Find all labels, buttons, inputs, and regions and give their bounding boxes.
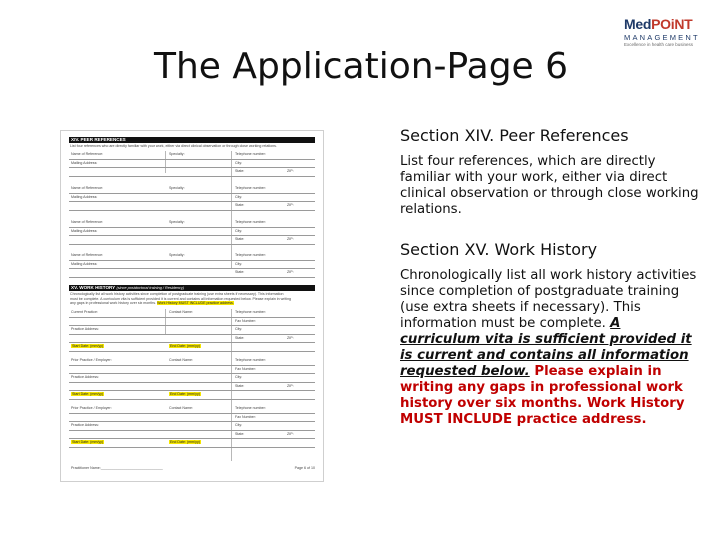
- work-city-label: City:: [235, 327, 243, 331]
- reference-specialty-label: Specialty:: [169, 220, 185, 224]
- fax-number-label: Fax Number:: [235, 414, 256, 419]
- reference-row: [69, 202, 315, 211]
- work-instructions-text: any gaps in professional work history over six months.: [70, 301, 157, 305]
- section-15-heading: Section XV. Work History: [400, 240, 598, 259]
- end-date-label: End Date: (mm/yy): [170, 440, 200, 444]
- work-instructions-line: must be complete. A curriculum vita is sufficient provided it is current and contains all information requested below. Please explain in writing: [70, 296, 292, 301]
- reference-row: [69, 185, 315, 194]
- reference-mailing-label: Mailing Address:: [71, 160, 98, 165]
- reference-row: [69, 269, 315, 278]
- work-dates-row: [69, 391, 315, 400]
- reference-mailing-label: Mailing Address:: [71, 228, 98, 233]
- work-zip-label: ZIP:: [287, 431, 294, 436]
- slide-title: The Application-Page 6: [154, 46, 569, 87]
- work-row: [69, 431, 315, 440]
- work-zip-label: ZIP:: [287, 383, 294, 388]
- reference-row: [69, 252, 315, 261]
- work-zip-label: ZIP:: [287, 335, 294, 340]
- contact-name-label: Contact Name:: [169, 358, 193, 362]
- contact-name-label: Contact Name:: [169, 310, 193, 314]
- work-phone-label: Telephone number:: [235, 358, 266, 362]
- peer-instructions: List four references who are directly familiar with your work, either via direct clinical observation or through close working relations.: [70, 144, 277, 148]
- work-history-header-title: XV. WORK HISTORY: [71, 285, 116, 290]
- practice-address-label: Practice Address:: [71, 327, 99, 331]
- logo-brand-part1: Med: [624, 16, 652, 32]
- work-row: [69, 366, 315, 375]
- reference-row: [69, 219, 315, 228]
- practice-address-label: Practice Address:: [71, 423, 99, 427]
- application-page-image: [60, 130, 324, 482]
- peer-references-header: XIV. PEER REFERENCES: [69, 137, 315, 143]
- reference-row: [69, 236, 315, 245]
- reference-row: [69, 168, 315, 177]
- current-practice-label: Current Practice:: [71, 310, 98, 314]
- work-row: [69, 422, 315, 431]
- end-date-label: End Date: (mm/yy): [170, 344, 200, 348]
- reference-city-label: City:: [235, 261, 243, 266]
- work-history-header-note: (since postdoctoral training / Residency): [116, 286, 184, 290]
- document-footer: [71, 466, 315, 470]
- work-row: [69, 414, 315, 423]
- work-dates-row: [69, 343, 315, 352]
- reference-zip-label: ZIP:: [287, 203, 294, 207]
- work-state-label: State:: [235, 335, 245, 340]
- section-15-body-underlined: A curriculum vita is sufficient provided it is current and contains all information requested below.: [400, 316, 692, 379]
- reference-state-label: State:: [235, 203, 245, 207]
- logo-subtitle: MANAGEMENT: [624, 33, 700, 42]
- end-date-label: End Date: (mm/yy): [170, 392, 200, 396]
- reference-mailing-label: Mailing Address:: [71, 194, 98, 199]
- work-row: [69, 374, 315, 383]
- reference-state-label: State:: [235, 237, 245, 241]
- work-city-label: City:: [235, 423, 243, 427]
- prior-practice-label: Prior Practice / Employer:: [71, 406, 112, 410]
- work-instructions-line: Chronologically list all work history activities since completion of postgraduate training (use extra sheets if necessary). This information: [70, 292, 284, 296]
- logo-tagline: Excellence in health care business: [624, 42, 694, 47]
- contact-name-label: Contact Name:: [169, 406, 193, 410]
- reference-row: [69, 160, 315, 169]
- work-dates-row: [69, 439, 315, 448]
- reference-city-label: City:: [235, 194, 243, 199]
- reference-name-label: Name of Reference:: [71, 220, 104, 224]
- reference-state-label: State:: [235, 169, 245, 173]
- reference-phone-label: Telephone number:: [235, 220, 266, 224]
- reference-zip-label: ZIP:: [287, 169, 294, 173]
- work-row: [69, 335, 315, 344]
- reference-zip-label: ZIP:: [287, 270, 294, 274]
- logo-brand: [624, 16, 714, 32]
- reference-name-label: Name of Reference:: [71, 186, 104, 190]
- reference-specialty-label: Specialty:: [169, 152, 185, 156]
- reference-specialty-label: Specialty:: [169, 253, 185, 257]
- work-history-header: [69, 285, 315, 291]
- work-state-label: State:: [235, 431, 245, 436]
- slide-body: [400, 126, 700, 428]
- work-city-label: City:: [235, 375, 243, 379]
- reference-zip-label: ZIP:: [287, 237, 294, 241]
- reference-row: [69, 151, 315, 160]
- fax-number-label: Fax Number:: [235, 366, 256, 371]
- work-row: [69, 318, 315, 327]
- work-instructions-highlight: Work History MUST INCLUDE practice address.: [157, 301, 234, 305]
- work-phone-label: Telephone number:: [235, 406, 266, 410]
- reference-phone-label: Telephone number:: [235, 253, 266, 257]
- reference-row: [69, 261, 315, 270]
- reference-phone-label: Telephone number:: [235, 152, 266, 156]
- logo-brand-part2: POiNT: [651, 16, 693, 32]
- reference-city-label: City:: [235, 160, 243, 165]
- work-row: [69, 309, 315, 318]
- reference-state-label: State:: [235, 270, 245, 274]
- section-15-body: [400, 268, 700, 428]
- prior-practice-label: Prior Practice / Employer:: [71, 358, 112, 362]
- work-row: [69, 357, 315, 366]
- work-state-label: State:: [235, 383, 245, 388]
- practice-address-label: Practice Address:: [71, 375, 99, 379]
- work-row: [69, 326, 315, 335]
- start-date-label: Start Date: (mm/yy): [72, 392, 104, 396]
- medpoint-logo: [624, 16, 714, 50]
- start-date-label: Start Date: (mm/yy): [72, 344, 104, 348]
- section-14-heading: Section XIV. Peer References: [400, 126, 629, 145]
- section-14-body: List four references, which are directly familiar with your work, either via direct clinical observation or through close working relations.: [400, 154, 699, 217]
- reference-name-label: Name of Reference:: [71, 152, 104, 156]
- work-row: [69, 405, 315, 414]
- reference-city-label: City:: [235, 228, 243, 233]
- reference-phone-label: Telephone number:: [235, 186, 266, 190]
- fax-number-label: Fax Number:: [235, 318, 256, 323]
- reference-row: [69, 194, 315, 203]
- section-15-body-red: Please explain in writing any gaps in professional work history over six months. Work History MUST INCLUDE practice address.: [400, 364, 685, 427]
- reference-name-label: Name of Reference:: [71, 253, 104, 257]
- section-15-body-text: Chronologically list all work history activities since completion of postgraduate training (use extra sheets if necessary). This information must be complete.: [400, 268, 697, 331]
- page-number: Page 6 of 10: [294, 466, 315, 470]
- reference-mailing-label: Mailing Address:: [71, 261, 98, 266]
- work-instructions-line: [70, 301, 314, 306]
- reference-specialty-label: Specialty:: [169, 186, 185, 190]
- reference-row: [69, 228, 315, 237]
- work-row: [69, 383, 315, 392]
- start-date-label: Start Date: (mm/yy): [72, 440, 104, 444]
- practitioner-name-line: Practitioner Name:_______________________________: [71, 466, 163, 470]
- work-phone-label: Telephone number:: [235, 310, 266, 314]
